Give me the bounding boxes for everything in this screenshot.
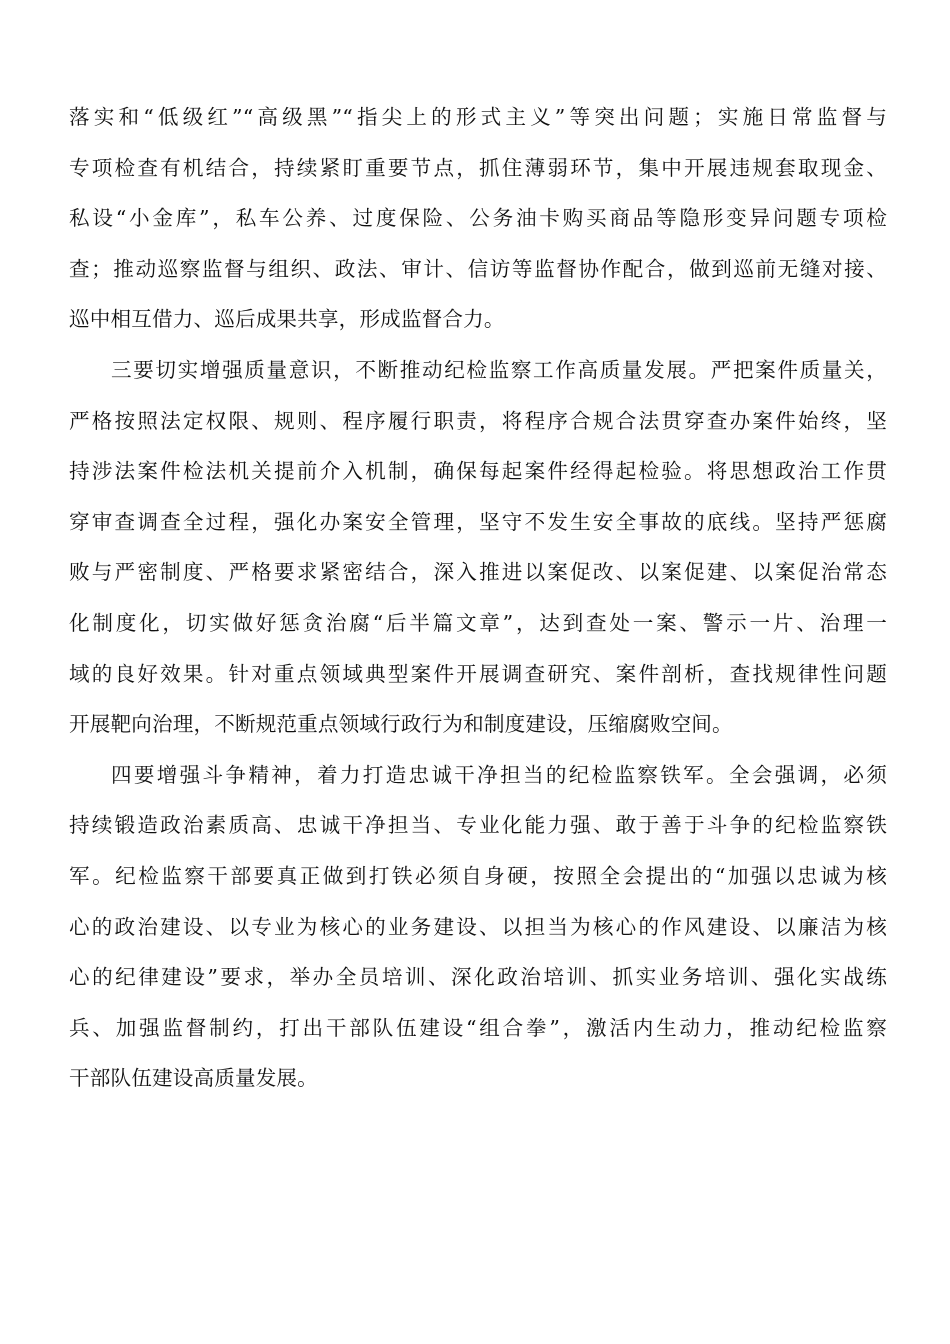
paragraph-2-line-7: 域的良好效果。针对重点领域典型案件开展调查研究、案件剖析，查找规律性问题 bbox=[69, 661, 887, 686]
paragraph-3-line-2: 持续锻造政治素质高、忠诚干净担当、专业化能力强、敢于善于斗争的纪检监察铁 bbox=[69, 813, 887, 838]
paragraph-3 bbox=[69, 750, 887, 1104]
paragraph-2-line-4: 穿审查调查全过程，强化办案安全管理，坚守不发生安全事故的底线。坚持严惩腐 bbox=[69, 509, 887, 534]
paragraph-1 bbox=[69, 92, 887, 345]
paragraph-1-line-1: 落实和“低级红”“高级黑”“指尖上的形式主义”等突出问题；实施日常监督与 bbox=[69, 105, 887, 129]
paragraph-1-line-3: 私设“小金库”，私车公养、过度保险、公务油卡购买商品等隐形变异问题专项检 bbox=[69, 206, 887, 231]
paragraph-3-line-3: 军。纪检监察干部要真正做到打铁必须自身硬，按照全会提出的“加强以忠诚为核 bbox=[69, 863, 887, 888]
paragraph-2-line-1: 三要切实增强质量意识，不断推动纪检监察工作高质量发展。严把案件质量关， bbox=[111, 357, 887, 382]
paragraph-2-line-8: 开展靶向治理，不断规范重点领域行政行为和制度建设，压缩腐败空间。 bbox=[69, 712, 733, 737]
paragraph-3-line-7: 干部队伍建设高质量发展。 bbox=[69, 1066, 318, 1091]
paragraph-3-line-1: 四要增强斗争精神，着力打造忠诚干净担当的纪检监察铁军。全会强调，必须 bbox=[111, 762, 887, 787]
document-page bbox=[69, 92, 887, 1104]
paragraph-1-line-2: 专项检查有机结合，持续紧盯重要节点，抓住薄弱环节，集中开展违规套取现金、 bbox=[69, 155, 887, 180]
paragraph-1-line-5: 巡中相互借力、巡后成果共享，形成监督合力。 bbox=[69, 307, 505, 332]
paragraph-3-line-5: 心的纪律建设”要求，举办全员培训、深化政治培训、抓实业务培训、强化实战练 bbox=[69, 965, 887, 990]
paragraph-2-line-3: 持涉法案件检法机关提前介入机制，确保每起案件经得起检验。将思想政治工作贯 bbox=[69, 459, 887, 484]
paragraph-1-line-4: 查；推动巡察监督与组织、政法、审计、信访等监督协作配合，做到巡前无缝对接、 bbox=[69, 256, 887, 281]
paragraph-2 bbox=[69, 345, 887, 750]
paragraph-2-line-5: 败与严密制度、严格要求紧密结合，深入推进以案促改、以案促建、以案促治常态 bbox=[69, 560, 887, 585]
paragraph-2-line-6: 化制度化，切实做好惩贪治腐“后半篇文章”，达到查处一案、警示一片、治理一 bbox=[69, 610, 887, 635]
paragraph-3-line-6: 兵、加强监督制约，打出干部队伍建设“组合拳”，激活内生动力，推动纪检监察 bbox=[69, 1015, 887, 1040]
paragraph-2-line-2: 严格按照法定权限、规则、程序履行职责，将程序合规合法贯穿查办案件始终，坚 bbox=[69, 408, 887, 433]
paragraph-3-line-4: 心的政治建设、以专业为核心的业务建设、以担当为核心的作风建设、以廉洁为核 bbox=[69, 914, 887, 939]
